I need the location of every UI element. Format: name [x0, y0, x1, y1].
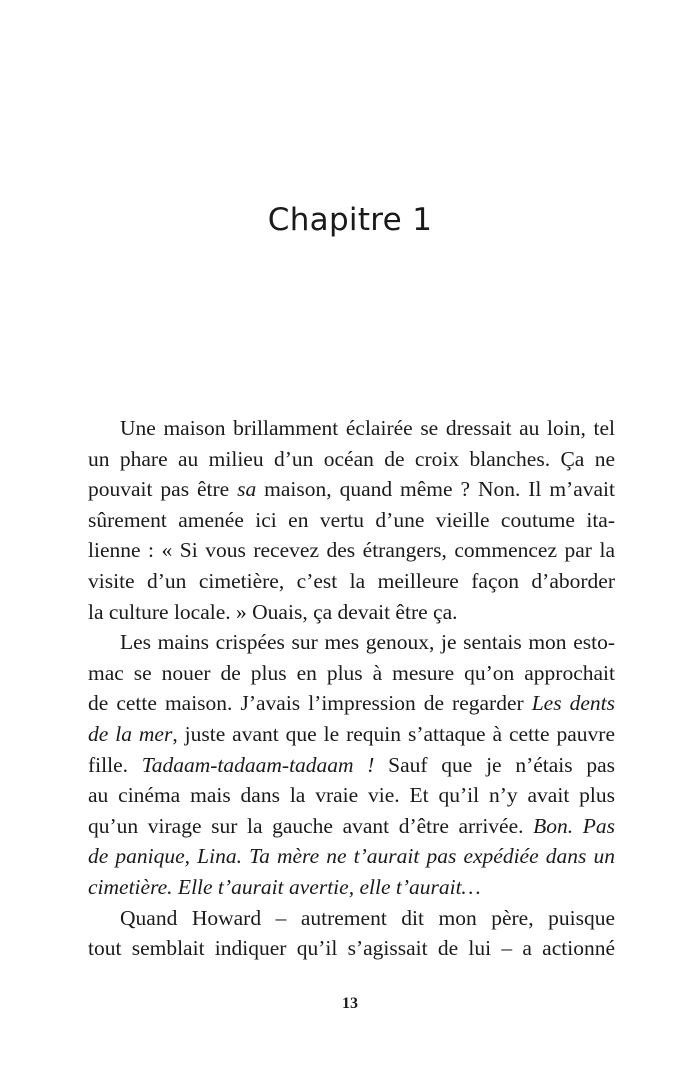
italic-text: cimetière. Elle t’aurait avertie, elle t’aurait…: [88, 874, 481, 899]
text-line: [88, 535, 615, 566]
text-line: [88, 505, 615, 536]
italic-text: Les dents: [531, 691, 615, 716]
text-line: [88, 811, 615, 842]
text-line: [88, 444, 615, 475]
text-line: [88, 750, 615, 781]
text-line: [88, 658, 615, 689]
text-run: de cette maison. J’avais l’impression de regarder: [88, 691, 532, 716]
text-run: maison, quand même ? Non. Il m’avait: [256, 477, 615, 502]
text-line: [88, 872, 615, 903]
text-line: [88, 688, 615, 719]
text-run: mac se nouer de plus en plus à mesure qu’on approchait: [88, 660, 615, 685]
text-run: pouvait pas être: [88, 477, 238, 502]
text-run: un phare au milieu d’un océan de croix blanches. Ça ne: [88, 446, 615, 471]
italic-text: sa: [237, 477, 257, 502]
body-text: [88, 413, 615, 964]
chapter-title: Chapitre 1: [267, 202, 433, 238]
text-line: [88, 719, 615, 750]
paragraph: [88, 413, 615, 627]
text-run: fille.: [88, 752, 142, 777]
italic-text: Tadaam-tadaam-tadaam !: [141, 752, 375, 777]
text-line: [88, 413, 615, 444]
text-run: visite d’un cimetière, c’est la meilleure façon d’aborder: [88, 568, 615, 593]
text-line: [88, 903, 615, 934]
text-run: Les mains crispées sur mes genoux, je sentais mon esto-: [120, 630, 615, 655]
italic-text: de la mer: [88, 721, 173, 746]
text-line: [88, 597, 615, 628]
paragraph: [88, 627, 615, 902]
text-line: [88, 841, 615, 872]
text-line: [88, 780, 615, 811]
text-run: tout semblait indiquer qu’il s’agissait de lui – a actionné: [88, 936, 615, 961]
page-number: 13: [342, 995, 358, 1012]
text-run: , juste avant que le requin s’attaque à cette pauvre: [172, 721, 615, 746]
text-line: [88, 566, 615, 597]
text-line: [88, 474, 615, 505]
text-run: qu’un virage sur la gauche avant d’être arrivée.: [88, 813, 534, 838]
text-run: Quand Howard – autrement dit mon père, puisque: [120, 905, 615, 930]
text-run: lienne : « Si vous recevez des étrangers, commencez par la: [88, 538, 615, 563]
paragraph: [88, 903, 615, 964]
text-line: [88, 627, 615, 658]
text-run: sûrement amenée ici en vertu d’une vieille coutume ita-: [88, 507, 615, 532]
text-run: la culture locale. » Ouais, ça devait être ça.: [88, 599, 458, 624]
text-line: [88, 933, 615, 964]
text-run: au cinéma mais dans la vraie vie. Et qu’il n’y avait plus: [88, 783, 615, 808]
italic-text: Bon. Pas: [533, 813, 615, 838]
text-run: Sauf que je n’étais pas: [374, 752, 616, 777]
italic-text: de panique, Lina. Ta mère ne t’aurait pas expédiée dans un: [88, 844, 615, 869]
text-run: Une maison brillamment éclairée se dressait au loin, tel: [120, 416, 615, 440]
